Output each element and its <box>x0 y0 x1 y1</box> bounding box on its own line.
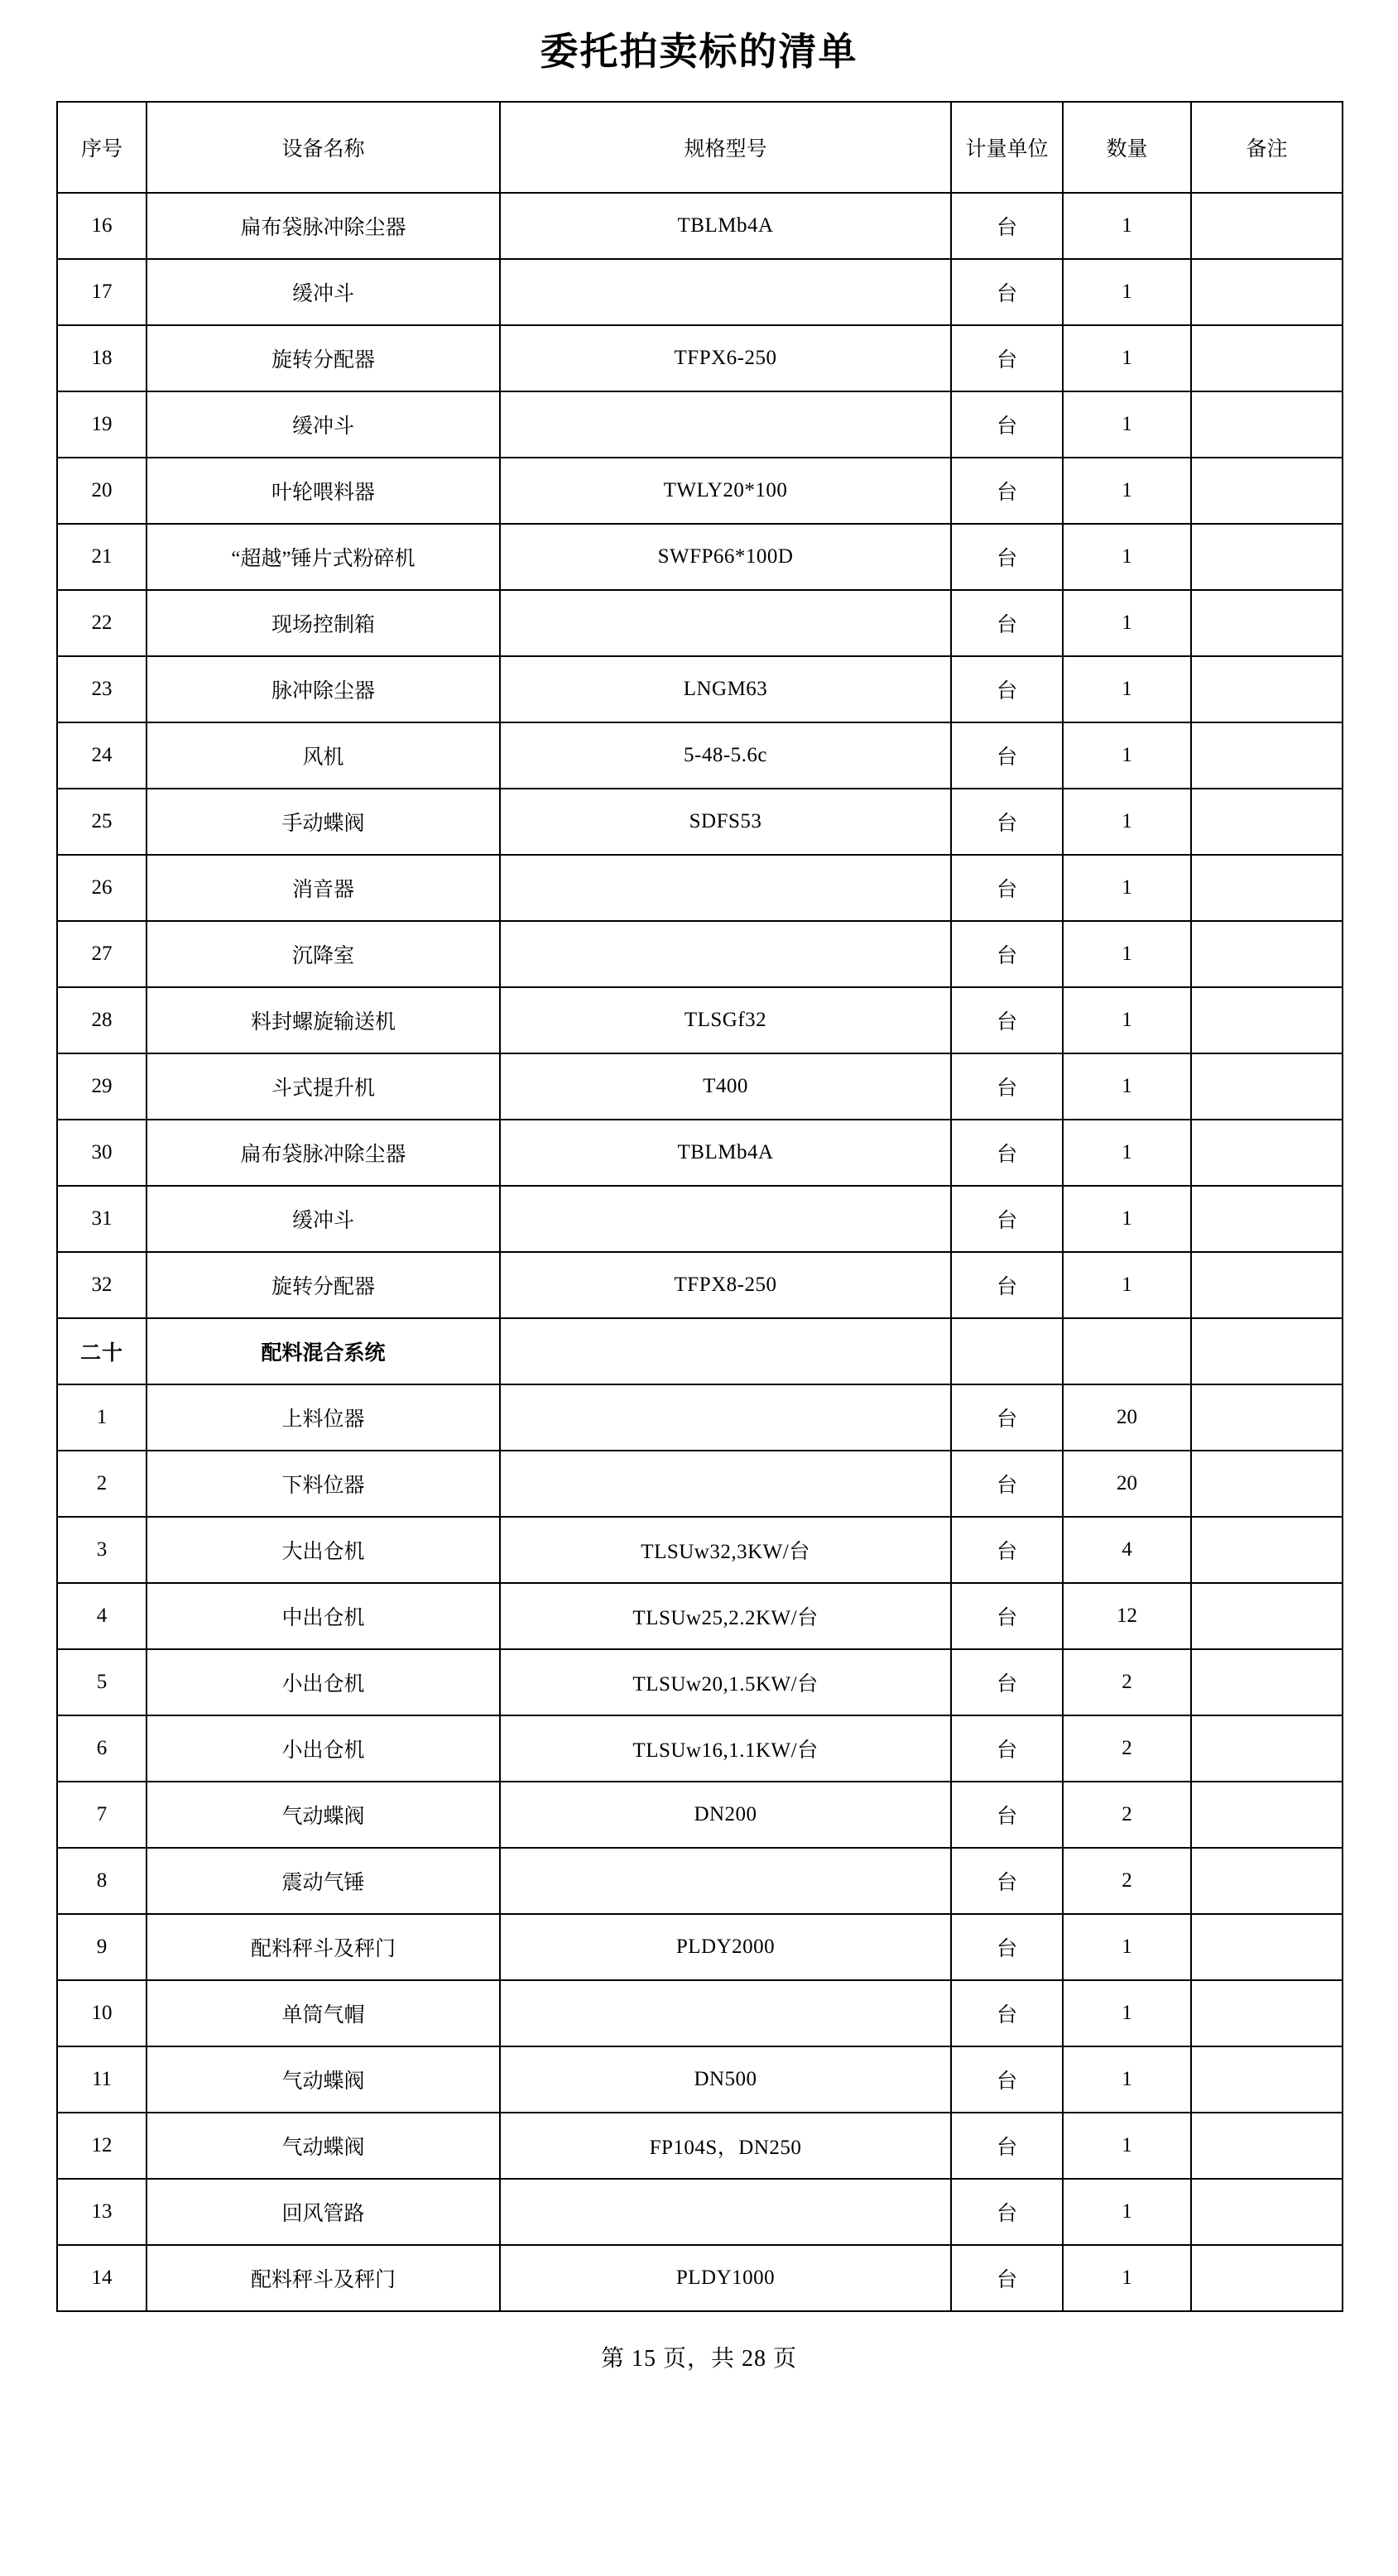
cell-note <box>1191 590 1343 656</box>
table-row <box>57 259 1343 325</box>
table-row <box>57 458 1343 524</box>
cell-note <box>1191 987 1343 1053</box>
cell-name: 缓冲斗 <box>147 259 500 325</box>
cell-qty: 20 <box>1063 1451 1191 1517</box>
cell-name: 气动蝶阀 <box>147 2046 500 2113</box>
cell-seq: 14 <box>57 2245 147 2311</box>
cell-qty: 1 <box>1063 1186 1191 1252</box>
cell-name: “超越”锤片式粉碎机 <box>147 524 500 590</box>
cell-qty: 1 <box>1063 1120 1191 1186</box>
cell-qty: 1 <box>1063 789 1191 855</box>
cell-qty: 1 <box>1063 1914 1191 1980</box>
cell-seq: 28 <box>57 987 147 1053</box>
cell-qty: 1 <box>1063 1053 1191 1120</box>
cell-unit: 台 <box>951 259 1063 325</box>
cell-spec <box>500 590 951 656</box>
cell-seq: 19 <box>57 391 147 458</box>
cell-note <box>1191 259 1343 325</box>
cell-unit: 台 <box>951 2046 1063 2113</box>
table-row <box>57 1384 1343 1451</box>
cell-spec: SWFP66*100D <box>500 524 951 590</box>
cell-qty: 1 <box>1063 855 1191 921</box>
cell-seq: 21 <box>57 524 147 590</box>
column-header-seq: 序号 <box>57 102 147 193</box>
cell-seq: 32 <box>57 1252 147 1318</box>
cell-unit: 台 <box>951 987 1063 1053</box>
table-header <box>57 102 1343 193</box>
cell-name: 小出仓机 <box>147 1649 500 1715</box>
cell-spec: TLSUw20,1.5KW/台 <box>500 1649 951 1715</box>
cell-qty: 1 <box>1063 590 1191 656</box>
cell-qty: 1 <box>1063 193 1191 259</box>
table-row <box>57 1120 1343 1186</box>
cell-qty: 1 <box>1063 2113 1191 2179</box>
cell-unit: 台 <box>951 1980 1063 2046</box>
cell-name: 气动蝶阀 <box>147 1782 500 1848</box>
cell-note <box>1191 1384 1343 1451</box>
cell-name: 料封螺旋输送机 <box>147 987 500 1053</box>
cell-seq: 16 <box>57 193 147 259</box>
table-row <box>57 2245 1343 2311</box>
cell-unit: 台 <box>951 1715 1063 1782</box>
cell-unit: 台 <box>951 789 1063 855</box>
cell-name: 风机 <box>147 722 500 789</box>
cell-note <box>1191 921 1343 987</box>
cell-qty: 1 <box>1063 2046 1191 2113</box>
cell-unit: 台 <box>951 590 1063 656</box>
cell-seq: 11 <box>57 2046 147 2113</box>
table-row <box>57 722 1343 789</box>
cell-seq: 2 <box>57 1451 147 1517</box>
cell-seq: 31 <box>57 1186 147 1252</box>
table-row <box>57 789 1343 855</box>
page-footer: 第 15 页，共 28 页 <box>600 2346 797 2372</box>
cell-note <box>1191 1715 1343 1782</box>
cell-name: 消音器 <box>147 855 500 921</box>
cell-spec: TLSUw32,3KW/台 <box>500 1517 951 1583</box>
cell-note <box>1191 1649 1343 1715</box>
cell-note <box>1191 1318 1343 1384</box>
cell-name: 配料秤斗及秤门 <box>147 1914 500 1980</box>
cell-seq: 17 <box>57 259 147 325</box>
cell-unit: 台 <box>951 1649 1063 1715</box>
table-row <box>57 2046 1343 2113</box>
table-row <box>57 1583 1343 1649</box>
cell-spec: PLDY1000 <box>500 2245 951 2311</box>
cell-name: 气动蝶阀 <box>147 2113 500 2179</box>
table-body <box>57 193 1343 2311</box>
cell-spec: TFPX8-250 <box>500 1252 951 1318</box>
cell-note <box>1191 1980 1343 2046</box>
cell-spec <box>500 1451 951 1517</box>
cell-unit: 台 <box>951 391 1063 458</box>
cell-spec <box>500 1384 951 1451</box>
cell-unit: 台 <box>951 2179 1063 2245</box>
cell-spec: DN200 <box>500 1782 951 1848</box>
cell-seq: 5 <box>57 1649 147 1715</box>
cell-note <box>1191 1451 1343 1517</box>
table-section-row <box>57 1318 1343 1384</box>
cell-spec: FP104S，DN250 <box>500 2113 951 2179</box>
cell-name: 缓冲斗 <box>147 1186 500 1252</box>
cell-unit: 台 <box>951 855 1063 921</box>
cell-name: 扁布袋脉冲除尘器 <box>147 1120 500 1186</box>
cell-spec: TLSUw16,1.1KW/台 <box>500 1715 951 1782</box>
column-header-unit: 计量单位 <box>951 102 1063 193</box>
table-row <box>57 855 1343 921</box>
column-header-note: 备注 <box>1191 102 1343 193</box>
cell-spec: LNGM63 <box>500 656 951 722</box>
cell-note <box>1191 391 1343 458</box>
cell-seq: 30 <box>57 1120 147 1186</box>
cell-note <box>1191 1120 1343 1186</box>
cell-spec <box>500 2179 951 2245</box>
cell-note <box>1191 2245 1343 2311</box>
cell-name: 扁布袋脉冲除尘器 <box>147 193 500 259</box>
table-row <box>57 391 1343 458</box>
cell-unit: 台 <box>951 722 1063 789</box>
cell-note <box>1191 1782 1343 1848</box>
cell-spec <box>500 1186 951 1252</box>
cell-qty: 1 <box>1063 524 1191 590</box>
cell-spec <box>500 259 951 325</box>
table-row <box>57 1914 1343 1980</box>
cell-unit: 台 <box>951 325 1063 391</box>
cell-note <box>1191 1517 1343 1583</box>
cell-unit: 台 <box>951 2113 1063 2179</box>
cell-unit: 台 <box>951 1252 1063 1318</box>
cell-seq: 25 <box>57 789 147 855</box>
cell-note <box>1191 1053 1343 1120</box>
cell-note <box>1191 2046 1343 2113</box>
cell-unit: 台 <box>951 1782 1063 1848</box>
equipment-listing-table <box>56 101 1343 2312</box>
cell-seq: 9 <box>57 1914 147 1980</box>
cell-name: 手动蝶阀 <box>147 789 500 855</box>
cell-spec: SDFS53 <box>500 789 951 855</box>
cell-note <box>1191 855 1343 921</box>
cell-seq: 26 <box>57 855 147 921</box>
cell-unit: 台 <box>951 1186 1063 1252</box>
cell-name: 上料位器 <box>147 1384 500 1451</box>
table-row <box>57 325 1343 391</box>
cell-qty: 1 <box>1063 722 1191 789</box>
cell-qty: 1 <box>1063 656 1191 722</box>
cell-unit: 台 <box>951 1848 1063 1914</box>
cell-qty: 4 <box>1063 1517 1191 1583</box>
cell-unit: 台 <box>951 1053 1063 1120</box>
table-row <box>57 1451 1343 1517</box>
table-row <box>57 2113 1343 2179</box>
cell-qty: 1 <box>1063 1252 1191 1318</box>
cell-note <box>1191 524 1343 590</box>
cell-seq: 二十 <box>57 1318 147 1384</box>
cell-note <box>1191 656 1343 722</box>
cell-seq: 4 <box>57 1583 147 1649</box>
cell-spec: 5-48-5.6c <box>500 722 951 789</box>
cell-note <box>1191 2179 1343 2245</box>
cell-unit: 台 <box>951 921 1063 987</box>
cell-qty: 1 <box>1063 458 1191 524</box>
table-row <box>57 1186 1343 1252</box>
cell-qty: 1 <box>1063 2179 1191 2245</box>
cell-spec: TWLY20*100 <box>500 458 951 524</box>
cell-qty: 1 <box>1063 325 1191 391</box>
cell-note <box>1191 1914 1343 1980</box>
cell-note <box>1191 458 1343 524</box>
table-row <box>57 1517 1343 1583</box>
cell-spec: TLSUw25,2.2KW/台 <box>500 1583 951 1649</box>
cell-seq: 13 <box>57 2179 147 2245</box>
column-header-spec: 规格型号 <box>500 102 951 193</box>
cell-name: 单筒气帽 <box>147 1980 500 2046</box>
cell-seq: 18 <box>57 325 147 391</box>
cell-qty: 1 <box>1063 921 1191 987</box>
cell-seq: 20 <box>57 458 147 524</box>
cell-unit <box>951 1318 1063 1384</box>
cell-name: 叶轮喂料器 <box>147 458 500 524</box>
cell-seq: 10 <box>57 1980 147 2046</box>
cell-name: 震动气锤 <box>147 1848 500 1914</box>
cell-name: 旋转分配器 <box>147 1252 500 1318</box>
cell-seq: 23 <box>57 656 147 722</box>
cell-qty: 1 <box>1063 1980 1191 2046</box>
table-row <box>57 656 1343 722</box>
cell-spec <box>500 1848 951 1914</box>
cell-name: 下料位器 <box>147 1451 500 1517</box>
cell-name: 大出仓机 <box>147 1517 500 1583</box>
cell-note <box>1191 722 1343 789</box>
cell-unit: 台 <box>951 458 1063 524</box>
cell-note <box>1191 193 1343 259</box>
cell-qty: 1 <box>1063 2245 1191 2311</box>
column-header-qty: 数量 <box>1063 102 1191 193</box>
cell-name: 回风管路 <box>147 2179 500 2245</box>
cell-qty: 2 <box>1063 1848 1191 1914</box>
cell-qty: 1 <box>1063 259 1191 325</box>
cell-name: 配料混合系统 <box>147 1318 500 1384</box>
table-row <box>57 1980 1343 2046</box>
cell-qty: 12 <box>1063 1583 1191 1649</box>
cell-unit: 台 <box>951 1517 1063 1583</box>
cell-seq: 8 <box>57 1848 147 1914</box>
cell-unit: 台 <box>951 1914 1063 1980</box>
table-row <box>57 590 1343 656</box>
cell-unit: 台 <box>951 524 1063 590</box>
page-title: 委托拍卖标的清单 <box>540 31 858 73</box>
cell-seq: 6 <box>57 1715 147 1782</box>
cell-name: 斗式提升机 <box>147 1053 500 1120</box>
cell-name: 缓冲斗 <box>147 391 500 458</box>
cell-spec: TFPX6-250 <box>500 325 951 391</box>
cell-spec: TBLMb4A <box>500 193 951 259</box>
cell-spec <box>500 391 951 458</box>
cell-note <box>1191 325 1343 391</box>
cell-spec: T400 <box>500 1053 951 1120</box>
cell-seq: 24 <box>57 722 147 789</box>
cell-name: 脉冲除尘器 <box>147 656 500 722</box>
cell-name: 中出仓机 <box>147 1583 500 1649</box>
cell-spec <box>500 1318 951 1384</box>
cell-qty: 2 <box>1063 1649 1191 1715</box>
cell-spec <box>500 1980 951 2046</box>
cell-spec: TBLMb4A <box>500 1120 951 1186</box>
cell-qty: 1 <box>1063 391 1191 458</box>
table-row <box>57 1053 1343 1120</box>
cell-seq: 29 <box>57 1053 147 1120</box>
cell-note <box>1191 1848 1343 1914</box>
cell-qty: 1 <box>1063 987 1191 1053</box>
cell-note <box>1191 2113 1343 2179</box>
cell-spec: DN500 <box>500 2046 951 2113</box>
table-row <box>57 1715 1343 1782</box>
cell-unit: 台 <box>951 1583 1063 1649</box>
cell-spec <box>500 921 951 987</box>
cell-qty: 2 <box>1063 1782 1191 1848</box>
cell-name: 旋转分配器 <box>147 325 500 391</box>
cell-unit: 台 <box>951 2245 1063 2311</box>
cell-spec <box>500 855 951 921</box>
cell-unit: 台 <box>951 656 1063 722</box>
cell-unit: 台 <box>951 1451 1063 1517</box>
cell-spec: TLSGf32 <box>500 987 951 1053</box>
table-row <box>57 524 1343 590</box>
cell-seq: 22 <box>57 590 147 656</box>
cell-seq: 27 <box>57 921 147 987</box>
table-row <box>57 1252 1343 1318</box>
table-row <box>57 193 1343 259</box>
cell-seq: 1 <box>57 1384 147 1451</box>
cell-note <box>1191 1583 1343 1649</box>
cell-unit: 台 <box>951 1120 1063 1186</box>
cell-note <box>1191 789 1343 855</box>
cell-spec: PLDY2000 <box>500 1914 951 1980</box>
cell-qty <box>1063 1318 1191 1384</box>
cell-note <box>1191 1186 1343 1252</box>
table-row <box>57 987 1343 1053</box>
cell-unit: 台 <box>951 193 1063 259</box>
table-row <box>57 1782 1343 1848</box>
cell-seq: 12 <box>57 2113 147 2179</box>
column-header-name: 设备名称 <box>147 102 500 193</box>
cell-seq: 3 <box>57 1517 147 1583</box>
cell-name: 沉降室 <box>147 921 500 987</box>
table-row <box>57 921 1343 987</box>
cell-seq: 7 <box>57 1782 147 1848</box>
table-row <box>57 1649 1343 1715</box>
cell-qty: 2 <box>1063 1715 1191 1782</box>
cell-note <box>1191 1252 1343 1318</box>
cell-name: 现场控制箱 <box>147 590 500 656</box>
table-row <box>57 2179 1343 2245</box>
table-row <box>57 1848 1343 1914</box>
table-header-row <box>57 102 1343 193</box>
cell-name: 小出仓机 <box>147 1715 500 1782</box>
cell-name: 配料秤斗及秤门 <box>147 2245 500 2311</box>
cell-qty: 20 <box>1063 1384 1191 1451</box>
cell-unit: 台 <box>951 1384 1063 1451</box>
